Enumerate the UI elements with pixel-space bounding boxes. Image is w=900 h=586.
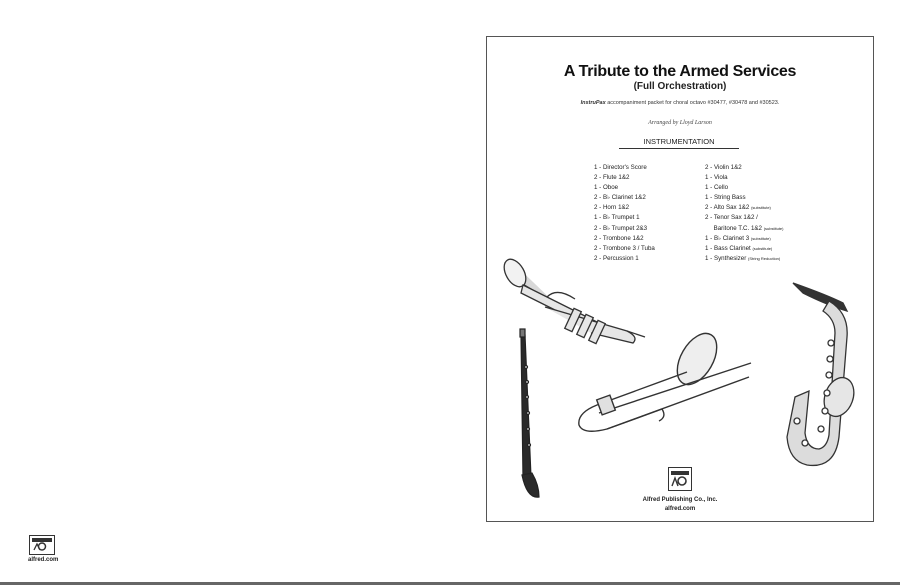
saxophone-icon	[787, 283, 859, 465]
list-item: Baritone T.C. 1&2 (substitute)	[705, 224, 784, 232]
list-item: 1 - Bass Clarinet (substitute)	[705, 244, 773, 252]
corner-publisher-logo	[28, 535, 59, 563]
clarinet-icon	[520, 329, 539, 497]
list-item: 1 - Director's Score	[594, 164, 647, 171]
list-item: 2 - Percussion 1	[594, 254, 639, 262]
list-item: 2 - Trombone 1&2	[594, 234, 644, 242]
publisher-name: Alfred Publishing Co., Inc.	[642, 497, 718, 503]
packet-note-text: accompaniment packet for choral octavo #30477, #30478 and #30523.	[605, 100, 780, 106]
list-item: 2 - Tenor Sax 1&2 /	[705, 214, 758, 222]
alfred-logo-icon	[29, 535, 55, 555]
arranger-credit: Arranged by Lloyd Larson	[648, 120, 712, 126]
list-item: 1 - Viola	[705, 174, 728, 182]
list-item: 2 - Alto Sax 1&2 (substitute)	[705, 204, 771, 212]
list-item: 1 - Oboe	[594, 184, 619, 192]
list-item: 1 - String Bass	[705, 194, 746, 202]
page-bottom-border	[0, 582, 900, 585]
list-item: 1 - Cello	[705, 184, 729, 192]
cover-page	[486, 36, 874, 522]
list-item: 1 - Synthesizer (String Reduction)	[705, 254, 781, 262]
corner-logo-url: alfred.com	[28, 557, 59, 563]
page-title: A Tribute to the Armed Services	[563, 63, 797, 80]
instrument-illustrations	[487, 37, 875, 523]
packet-brand: InstruPax	[580, 100, 606, 106]
page-subtitle: (Full Orchestration)	[633, 81, 727, 92]
list-item: 1 - B♭ Trumpet 1	[594, 214, 640, 222]
alfred-logo-icon	[668, 467, 692, 491]
list-item: 2 - Flute 1&2	[594, 174, 630, 182]
list-item: 2 - Trombone 3 / Tuba	[594, 244, 655, 252]
list-item: 2 - B♭ Trumpet 2&3	[594, 224, 648, 232]
instrumentation-heading: INSTRUMENTATION	[619, 137, 739, 149]
list-item: 2 - Violin 1&2	[705, 164, 742, 171]
list-item: 2 - B♭ Clarinet 1&2	[594, 194, 646, 202]
list-item: 2 - Horn 1&2	[594, 204, 630, 212]
publisher-website: alfred.com	[664, 506, 696, 512]
trombone-icon	[579, 327, 751, 431]
list-item: 1 - B♭ Clarinet 3 (substitute)	[705, 234, 771, 242]
